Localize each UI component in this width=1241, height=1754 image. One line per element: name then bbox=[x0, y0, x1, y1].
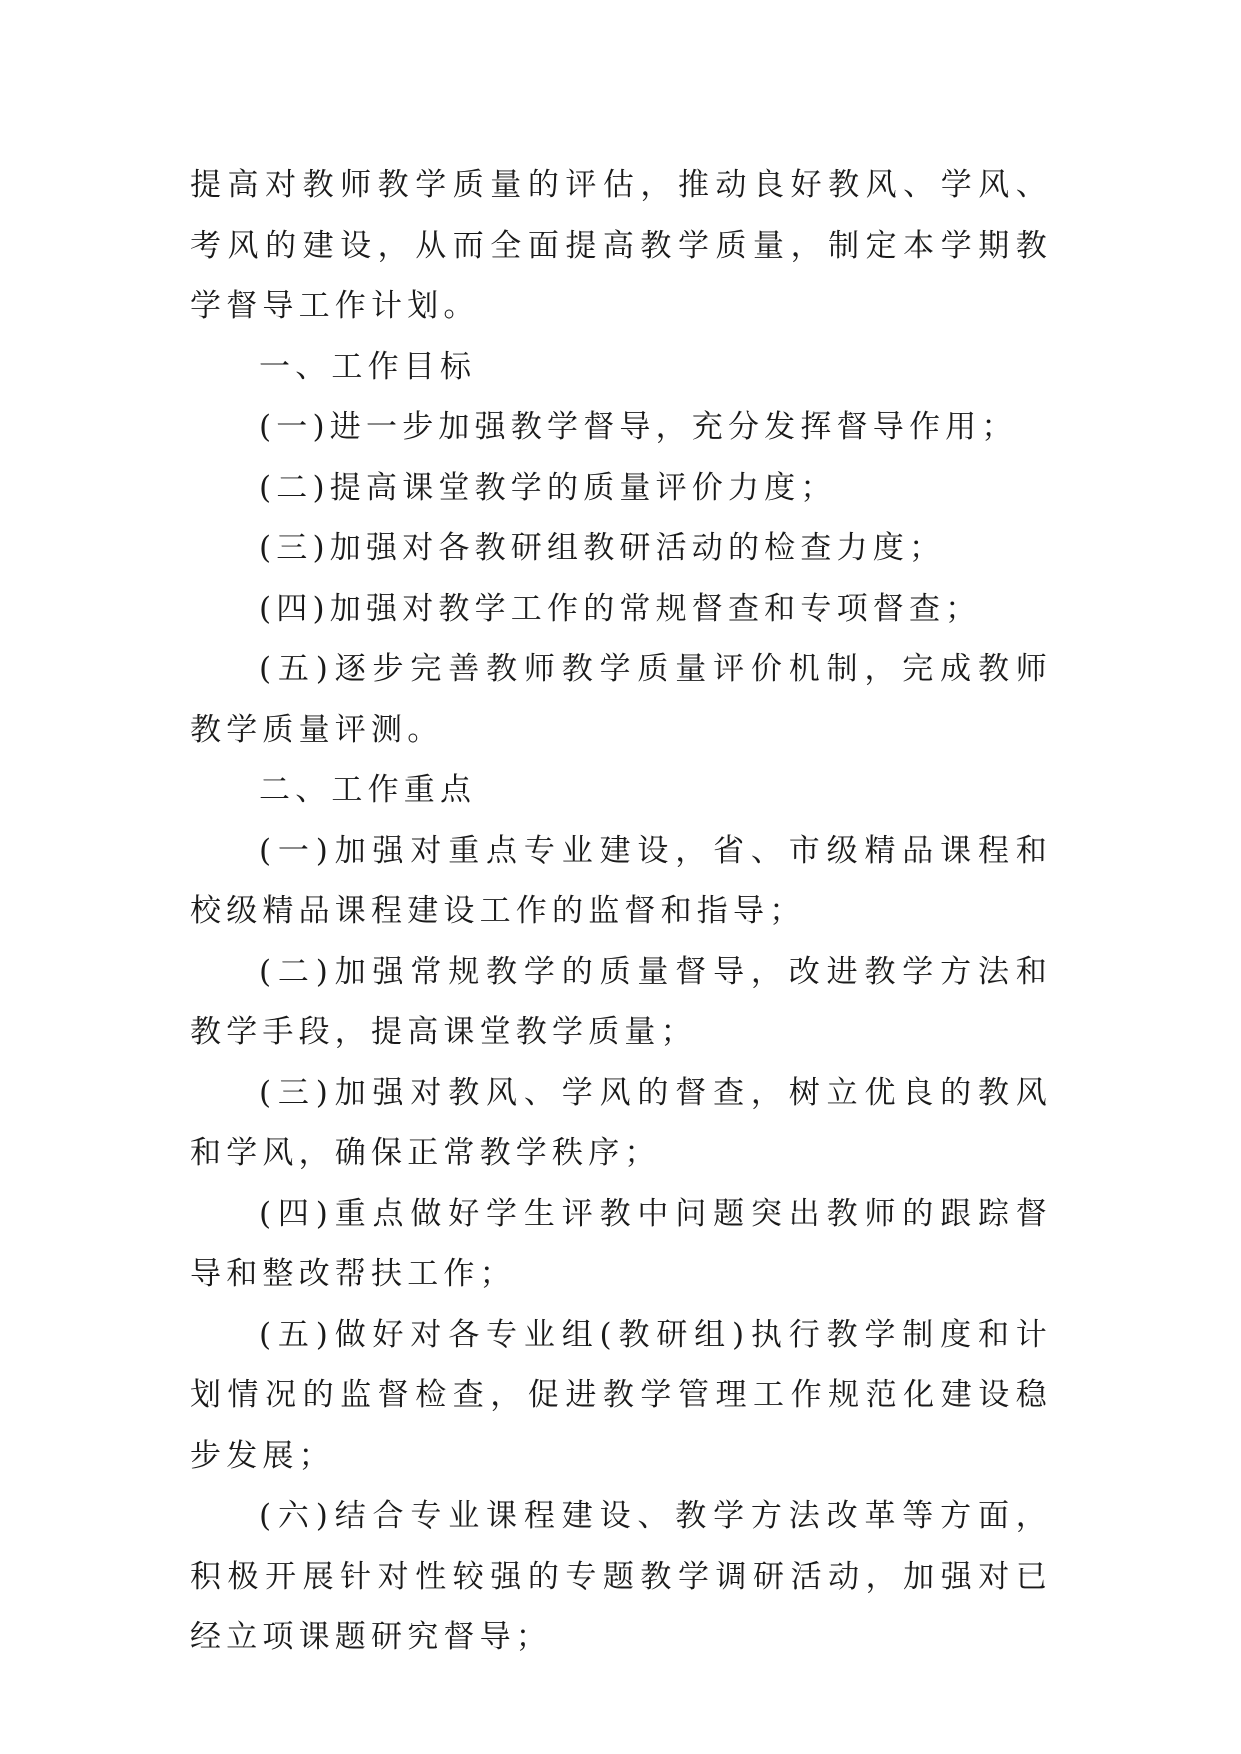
focus-item-5: (五)做好对各专业组(教研组)执行教学制度和计划情况的监督检查，促进教学管理工作规范化建设稳步发展； bbox=[190, 1316, 1052, 1474]
goal-item-3: (三)加强对各教研组教研活动的检查力度； bbox=[259, 530, 946, 566]
intro-paragraph: 提高对教师教学质量的评估，推动良好教风、学风、考风的建设，从而全面提高教学质量，制定本学期教学督导工作计划。 bbox=[190, 167, 1052, 324]
focus-item-4: (四)重点做好学生评教中问题突出教师的跟踪督导和整改帮扶工作； bbox=[190, 1195, 1052, 1292]
focus-item-6: (六)结合专业课程建设、教学方法改革等方面，积极开展针对性较强的专题教学调研活动，加强对已经立项课题研究督导； bbox=[190, 1498, 1052, 1655]
focus-item-1: (一)加强对重点专业建设，省、市级精品课程和校级精品课程建设工作的监督和指导； bbox=[190, 832, 1052, 929]
document-page bbox=[190, 155, 1052, 1668]
goal-item-5: (五)逐步完善教师教学质量评价机制，完成教师教学质量评测。 bbox=[190, 651, 1052, 748]
goal-item-2: (二)提高课堂教学的质量评价力度； bbox=[259, 469, 837, 506]
goal-item-4: (四)加强对教学工作的常规督查和专项督查； bbox=[259, 590, 982, 627]
section-heading-focus: 二、工作重点 bbox=[259, 772, 477, 808]
goal-item-1: (一)进一步加强教学督导，充分发挥督导作用； bbox=[259, 409, 1018, 445]
focus-item-2: (二)加强常规教学的质量督导，改进教学方法和教学手段，提高课堂教学质量； bbox=[190, 953, 1052, 1050]
section-heading-goals: 一、工作目标 bbox=[259, 348, 477, 385]
focus-item-3: (三)加强对教风、学风的督查，树立优良的教风和学风，确保正常教学秩序； bbox=[190, 1074, 1052, 1171]
